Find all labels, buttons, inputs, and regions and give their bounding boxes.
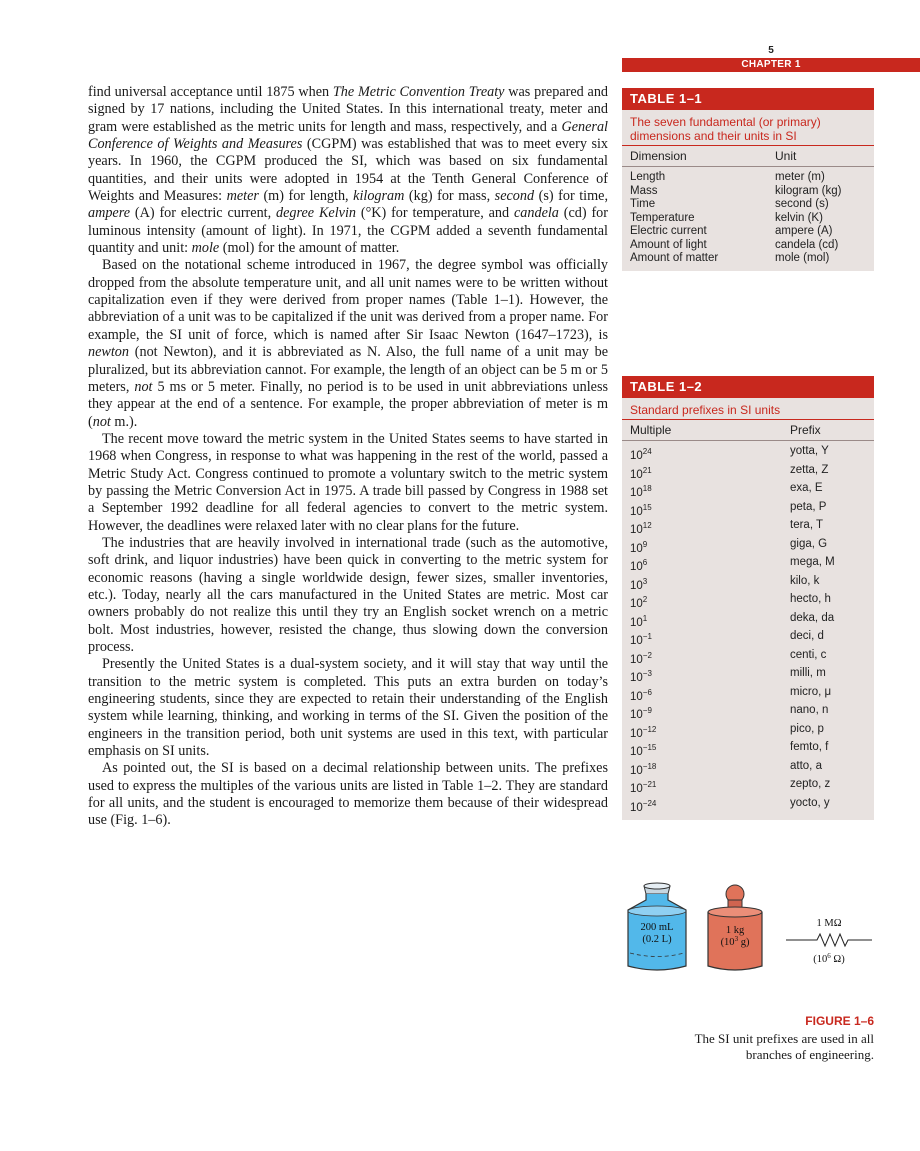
prefix-cell: tera, T xyxy=(790,519,824,531)
multiple-cell: $10^1$ xyxy=(630,613,648,629)
column-header-multiple: Multiple xyxy=(630,423,672,437)
weight-label: 1 kg xyxy=(725,925,745,936)
table-row xyxy=(622,649,874,668)
table-row xyxy=(622,630,874,649)
dimension-cell: Amount of matter xyxy=(630,252,719,264)
prefix-cell: yocto, y xyxy=(790,796,830,809)
unit-cell: candela (cd) xyxy=(775,238,839,251)
body-paragraph: The recent move toward the metric system in the United States seems to have started in 1968 when Congress, in response to what was happening in the rest of the world, passed a Metric Study Act. Congress continued to promote a voluntary switch to the metric system by passing the Metric Conversion Act in 1975. A trade bill passed by Congress in 1988 set a September 1992 deadline for all federal agencies to convert to the metric system. However, the deadlines were relaxed later with no clear plans for the future. xyxy=(88,430,608,534)
multiple-cell: $10^{-21}$ xyxy=(630,780,657,795)
table-caption: Standard prefixes in SI units xyxy=(630,403,781,417)
table-row xyxy=(622,225,874,239)
unit-cell: meter (m) xyxy=(775,171,825,183)
multiple-cell: $10^9$ xyxy=(630,539,648,555)
multiple-cell: $10^{-6}$ xyxy=(630,687,652,703)
multiple-cell: $10^{15}$ xyxy=(630,502,652,518)
table-row xyxy=(622,741,874,760)
unit-cell: kilogram (kg) xyxy=(775,184,842,197)
table-row xyxy=(622,593,874,612)
table-row xyxy=(622,556,874,575)
beaker-icon xyxy=(628,883,686,970)
figure-caption xyxy=(622,1031,874,1063)
body-paragraph: As pointed out, the SI is based on a decimal relationship between units. The prefixes used to express the multiples of the various units are listed in Table 1–2. They are standard for all units, and the student is encouraged to memorize them because of their widespread use (Fig. 1–6). xyxy=(88,760,608,829)
prefix-cell: deci, d xyxy=(790,630,824,642)
multiple-cell: $10^{-3}$ xyxy=(630,669,652,684)
table-row xyxy=(622,667,874,686)
table-row xyxy=(622,538,874,557)
dimension-cell: Electric current xyxy=(630,225,707,237)
weight-icon xyxy=(708,885,762,970)
figure-illustration xyxy=(622,878,920,998)
table-row xyxy=(622,686,874,705)
prefix-cell: mega, M xyxy=(790,556,835,568)
unit-cell: mole (mol) xyxy=(775,252,830,264)
figure-caption-line: The SI unit prefixes are used in all xyxy=(694,1031,874,1046)
table-row xyxy=(622,575,874,594)
table-body xyxy=(622,441,874,820)
multiple-cell: $10^{-18}$ xyxy=(630,761,657,777)
table-row xyxy=(622,501,874,520)
prefix-cell: zepto, z xyxy=(790,778,831,790)
body-paragraph: Based on the notational scheme introduced in 1967, the degree symbol was officially dropped from the absolute temperature unit, and all unit names were to be written without capitalization even if they were derived from proper names (Table 1–1). However, the abbreviation of a unit was to be capitalized if the unit was derived from a proper name. For example, the SI unit of force, which is named after Sir Isaac Newton (1647–1723), is newton (not Newton), and it is abbreviated as N. Also, the full name of a unit may be pluralized, but its abbreviation cannot. For example, the length of an object can be 5 m or 5 meters, not 5 ms or 5 meter. Finally, no period is to be used in unit abbreviations unless they appear at the end of a sentence. For example, the proper abbreviation of meter is m (not m.). xyxy=(88,257,609,430)
chapter-bar: CHAPTER 1 xyxy=(622,58,920,72)
page-number: 5 xyxy=(768,45,774,56)
multiple-cell: $10^{12}$ xyxy=(630,521,652,536)
prefix-cell: yotta, Y xyxy=(790,445,829,457)
table-column-header xyxy=(622,146,874,166)
dimension-cell: Length xyxy=(630,171,666,183)
prefix-cell: atto, a xyxy=(790,759,822,772)
body-paragraph: Presently the United States is a dual-system society, and it will stay that way until the transition to the metric system is completed. This puts an extra burden on today’s engineering students, since they are expected to retain their understanding of the English system while learning, thinking, and working in terms of the SI. Given the position of the engineers in the transition period, both unit systems are used in this text, with particular emphasis on SI units. xyxy=(88,656,608,760)
dimension-cell: Time xyxy=(630,198,656,210)
table-row xyxy=(622,760,874,779)
multiple-cell: $10^{-15}$ xyxy=(630,743,657,758)
prefix-cell: peta, P xyxy=(790,500,827,513)
multiple-cell: $10^6$ xyxy=(630,558,648,573)
table-1-2 xyxy=(622,376,874,820)
body-paragraph: The industries that are heavily involved in international trade (such as the automotive, soft drink, and liquor industries) have been quick in converting to the metric system for economic reasons (having a single worldwide design, fewer sizes, smaller inventories, etc.). Today, nearly all the cars manufactured in the United States are metric. Most car owners probably do not realize this until they try an English socket wrench on a metric bolt. Most industries, however, resisted the change, thus slowing down the conversion process. xyxy=(88,534,608,655)
table-row xyxy=(622,704,874,723)
table-row xyxy=(622,445,874,464)
table-row xyxy=(622,464,874,483)
column-header-dimension: Dimension xyxy=(630,149,687,163)
weight-label-grams: ($10^3$ g) xyxy=(720,935,750,948)
table-column-header xyxy=(622,420,874,440)
multiple-cell: $10^2$ xyxy=(630,595,648,610)
multiple-cell: $10^{24}$ xyxy=(630,447,652,462)
prefix-cell: zetta, Z xyxy=(790,463,829,476)
resistor-icon xyxy=(786,918,872,965)
table-row xyxy=(622,612,874,631)
prefix-cell: exa, E xyxy=(790,482,823,494)
multiple-cell: $10^{18}$ xyxy=(630,484,652,499)
figure-title: FIGURE 1–6 xyxy=(805,1014,874,1028)
body-text xyxy=(88,84,608,830)
table-caption: The seven fundamental (or primary) dimensions and their units in SI xyxy=(630,115,821,143)
dimension-cell: Amount of light xyxy=(630,238,707,251)
multiple-cell: $10^{-2}$ xyxy=(630,650,652,666)
table-row xyxy=(622,239,874,253)
table-body xyxy=(622,167,874,271)
table-row xyxy=(622,778,874,797)
table-row xyxy=(622,185,874,199)
unit-cell: second (s) xyxy=(775,198,829,210)
table-label: TABLE 1–1 xyxy=(622,88,874,110)
table-row xyxy=(622,797,874,816)
prefix-cell: centi, c xyxy=(790,648,827,661)
prefix-cell: deka, da xyxy=(790,611,835,624)
body-paragraph: find universal acceptance until 1875 when The Metric Convention Treaty was prepared and signed by 17 nations, including the United States. In this international treaty, meter and gram were established as the metric units for length and mass, respectively, and a General Conference of Weights and Measures (CGPM) was established that was to meet every six years. In 1960, the CGPM produced the SI, which was based on six fundamental quantities, and their units were adopted in 1954 at the Tenth General Conference of Weights and Measures: meter (m) for length, kilogram (kg) for mass, second (s) for time, ampere (A) for electric current, degree Kelvin (°K) for temperature, and candela (cd) for luminous intensity (amount of light). In 1971, the CGPM added a seventh fundamental quantity and unit: mole (mol) for the amount of matter. xyxy=(88,84,609,257)
unit-cell: ampere (A) xyxy=(775,225,833,237)
table-row xyxy=(622,482,874,501)
beaker-label-liters: (0.2 L) xyxy=(642,934,672,945)
dimension-cell: Mass xyxy=(630,184,658,197)
multiple-cell: $10^{-1}$ xyxy=(630,632,652,647)
resistor-label-ohms: ($10^6$ Ω) xyxy=(813,952,845,965)
table-row xyxy=(622,252,874,266)
resistor-label: 1 MΩ xyxy=(816,918,842,929)
multiple-cell: $10^{-24}$ xyxy=(630,798,657,814)
prefix-cell: giga, G xyxy=(790,537,828,550)
multiple-cell: $10^{21}$ xyxy=(630,465,652,481)
dimension-cell: Temperature xyxy=(630,211,695,224)
multiple-cell: $10^{-9}$ xyxy=(630,706,652,721)
table-row xyxy=(622,198,874,212)
beaker-label: 200 mL xyxy=(640,922,674,933)
prefix-cell: femto, f xyxy=(790,741,829,753)
prefix-cell: micro, μ xyxy=(790,685,832,698)
table-row xyxy=(622,212,874,226)
table-label: TABLE 1–2 xyxy=(622,376,874,398)
figure-caption-line: branches of engineering. xyxy=(745,1047,874,1062)
table-row xyxy=(622,171,874,185)
prefix-cell: milli, m xyxy=(790,667,826,679)
figure-1-6 xyxy=(622,878,920,998)
multiple-cell: $10^{-12}$ xyxy=(630,724,657,740)
column-header-unit: Unit xyxy=(775,149,797,163)
prefix-cell: kilo, k xyxy=(790,574,820,587)
multiple-cell: $10^3$ xyxy=(630,576,648,592)
column-header-prefix: Prefix xyxy=(790,423,821,437)
table-1-1 xyxy=(622,88,874,271)
table-row xyxy=(622,723,874,742)
table-row xyxy=(622,519,874,538)
unit-cell: kelvin (K) xyxy=(775,211,823,224)
prefix-cell: pico, p xyxy=(790,722,824,735)
prefix-cell: nano, n xyxy=(790,704,829,716)
prefix-cell: hecto, h xyxy=(790,593,831,605)
